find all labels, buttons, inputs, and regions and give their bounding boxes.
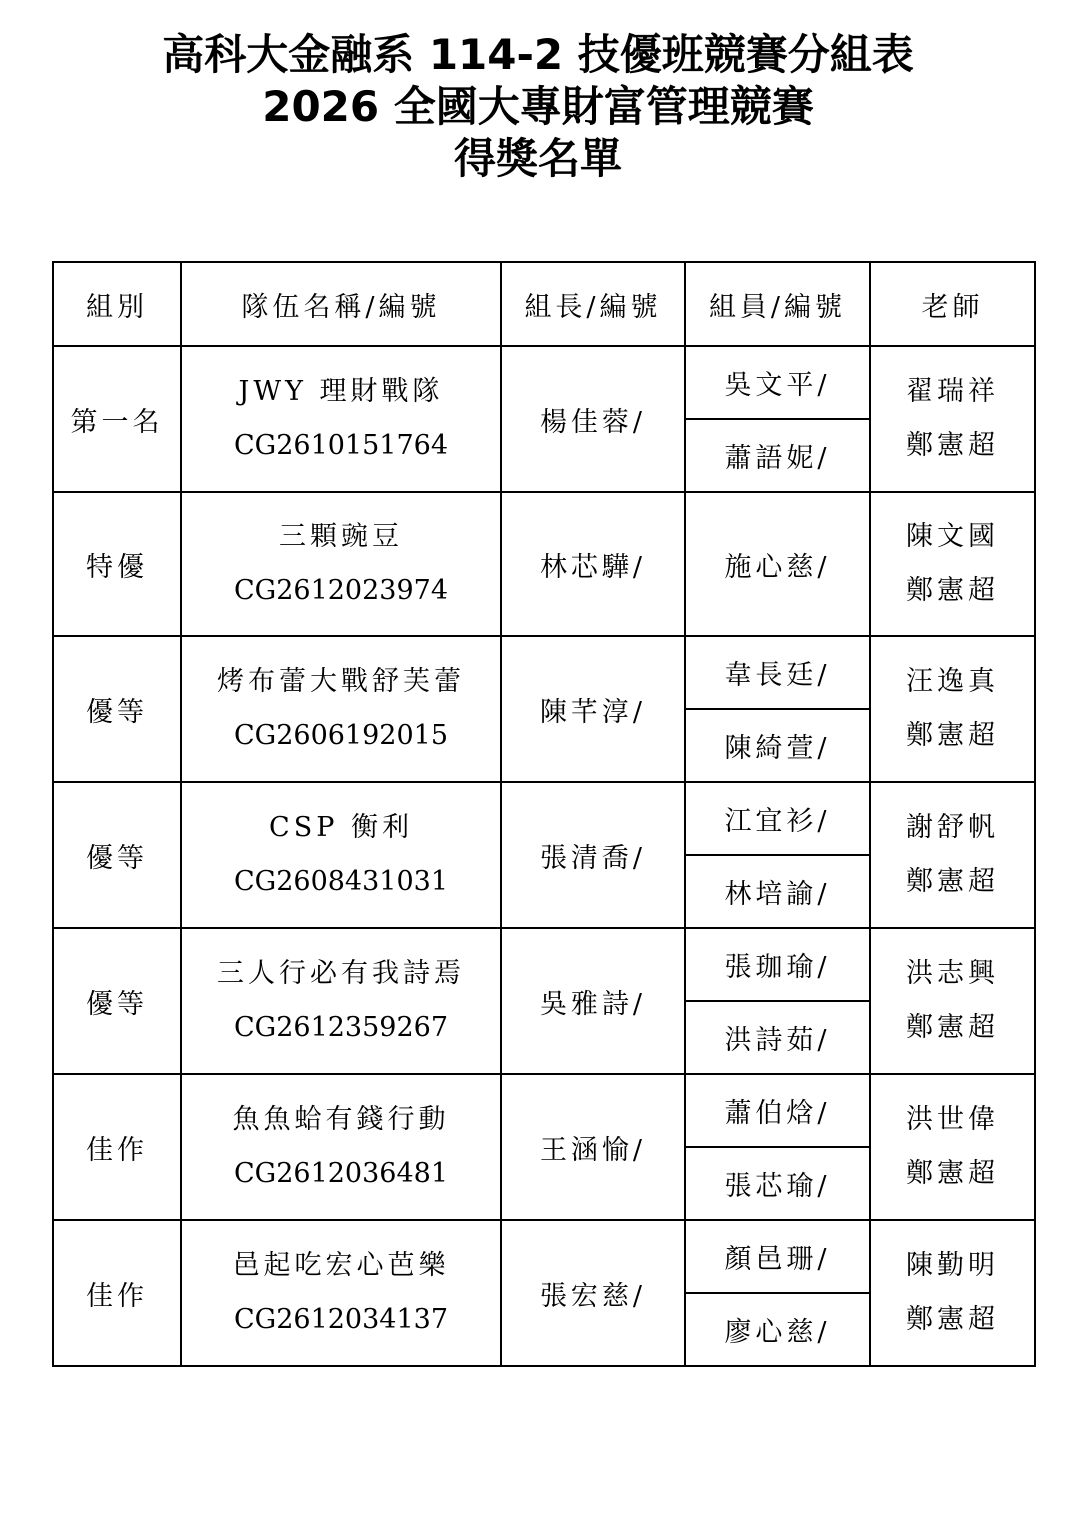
award-table — [52, 261, 1036, 1367]
team-code: CG2612034137 — [233, 1304, 448, 1335]
member-cell: 蕭語妮/ — [685, 419, 870, 492]
group-cell: 佳作 — [53, 1074, 181, 1220]
teacher-name: 鄭憲超 — [906, 575, 999, 606]
header-teacher: 老師 — [870, 262, 1035, 346]
group-cell: 優等 — [53, 928, 181, 1074]
member-cell: 韋長廷/ — [685, 636, 870, 709]
teacher-name: 鄭憲超 — [906, 1158, 999, 1189]
header-members: 組員/編號 — [685, 262, 870, 346]
leader-cell: 吳雅詩/ — [501, 928, 685, 1074]
team-name: 邑起吃宏心芭樂 — [232, 1250, 450, 1281]
member-cell: 林培諭/ — [685, 855, 870, 928]
teacher-cell — [870, 1074, 1035, 1220]
team-cell — [181, 1074, 501, 1220]
table-row — [53, 1074, 1035, 1147]
member-cell: 江宜衫/ — [685, 782, 870, 855]
teacher-name: 鄭憲超 — [906, 720, 999, 751]
member-cell: 顏邑珊/ — [685, 1220, 870, 1293]
team-cell — [181, 928, 501, 1074]
table-row — [53, 492, 1035, 636]
team-name: 魚魚蛤有錢行動 — [232, 1104, 450, 1135]
teacher-name: 鄭憲超 — [906, 1012, 999, 1043]
team-code: CG2610151764 — [233, 430, 448, 461]
document-header — [0, 30, 1076, 186]
teacher-name: 陳文國 — [906, 521, 999, 552]
title-line-2: 2026 全國大專財富管理競賽 — [262, 82, 814, 131]
teacher-cell — [870, 636, 1035, 782]
team-name: 三顆豌豆 — [279, 521, 403, 552]
title-line-1: 高科大金融系 114-2 技優班競賽分組表 — [162, 30, 914, 79]
team-cell — [181, 636, 501, 782]
member-cell: 張珈瑜/ — [685, 928, 870, 1001]
group-cell: 優等 — [53, 782, 181, 928]
table-row — [53, 928, 1035, 1001]
team-cell — [181, 492, 501, 636]
teacher-name: 翟瑞祥 — [906, 376, 999, 407]
member-cell: 廖心慈/ — [685, 1293, 870, 1366]
member-cell: 陳綺萱/ — [685, 709, 870, 782]
teacher-name: 洪世偉 — [906, 1104, 999, 1135]
member-cell: 張芯瑜/ — [685, 1147, 870, 1220]
team-code: CG2612359267 — [233, 1012, 448, 1043]
group-cell: 第一名 — [53, 346, 181, 492]
leader-cell: 楊佳蓉/ — [501, 346, 685, 492]
teacher-name: 鄭憲超 — [906, 1304, 999, 1335]
teacher-name: 陳勤明 — [906, 1250, 999, 1281]
header-row — [53, 262, 1035, 346]
leader-cell: 林芯驊/ — [501, 492, 685, 636]
team-code: CG2612023974 — [233, 575, 448, 606]
leader-cell: 陳芊淳/ — [501, 636, 685, 782]
table-row — [53, 636, 1035, 709]
title-line-3: 得獎名單 — [453, 134, 622, 183]
teacher-cell — [870, 928, 1035, 1074]
team-cell — [181, 1220, 501, 1366]
header-team: 隊伍名稱/編號 — [181, 262, 501, 346]
team-code: CG2612036481 — [233, 1158, 448, 1189]
member-cell: 施心慈/ — [685, 492, 870, 636]
table-row — [53, 1220, 1035, 1293]
teacher-name: 鄭憲超 — [906, 866, 999, 897]
teacher-cell — [870, 492, 1035, 636]
teacher-name: 汪逸真 — [906, 666, 999, 697]
leader-cell: 王涵愉/ — [501, 1074, 685, 1220]
team-name: JWY 理財戰隊 — [238, 376, 444, 407]
table-row — [53, 346, 1035, 419]
leader-cell: 張宏慈/ — [501, 1220, 685, 1366]
teacher-cell — [870, 346, 1035, 492]
group-cell: 佳作 — [53, 1220, 181, 1366]
team-code: CG2608431031 — [233, 866, 448, 897]
team-name: 三人行必有我詩焉 — [217, 958, 465, 989]
team-code: CG2606192015 — [233, 720, 448, 751]
teacher-cell — [870, 1220, 1035, 1366]
teacher-name: 謝舒帆 — [906, 812, 999, 843]
header-group: 組別 — [53, 262, 181, 346]
team-name: CSP 衡利 — [269, 812, 413, 843]
table-row — [53, 782, 1035, 855]
teacher-cell — [870, 782, 1035, 928]
team-name: 烤布蕾大戰舒芙蕾 — [217, 666, 465, 697]
team-cell — [181, 346, 501, 492]
group-cell: 特優 — [53, 492, 181, 636]
teacher-name: 鄭憲超 — [906, 430, 999, 461]
header-leader: 組長/編號 — [501, 262, 685, 346]
member-cell: 洪詩茹/ — [685, 1001, 870, 1074]
member-cell: 吳文平/ — [685, 346, 870, 419]
leader-cell: 張清喬/ — [501, 782, 685, 928]
team-cell — [181, 782, 501, 928]
group-cell: 優等 — [53, 636, 181, 782]
teacher-name: 洪志興 — [906, 958, 999, 989]
member-cell: 蕭伯焓/ — [685, 1074, 870, 1147]
